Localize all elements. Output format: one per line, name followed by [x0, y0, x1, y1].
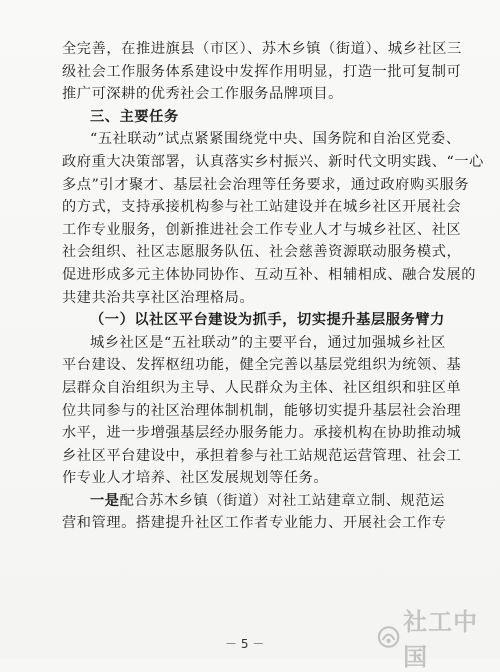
text-line: 层群众自治组织为主导、人民群众为主体、社区组织和驻区单 [62, 379, 462, 396]
watermark-logo-icon [376, 625, 401, 649]
lead-text: 配合苏木乡镇（街道）对社工站建章立制、规范运 [119, 492, 445, 509]
subsection-heading: （一）以社区平台建设为抓手，切实提升基层服务臂力 [90, 312, 445, 329]
text-line: 共建共治共享社区治理格局。 [62, 289, 255, 306]
text-line: 位共同参与的社区治理体制机制，能够切实提升基层社会治理 [62, 402, 462, 419]
watermark-text: 社工中国 [403, 608, 479, 671]
text-line: 平台建设、发挥枢纽功能，健全完善以基层党组织为统领、基 [62, 357, 462, 374]
page-number: － 5 － [225, 637, 265, 651]
text-line: 乡社区平台建设中，承担着参与社工站规范运营管理、社会工 [62, 447, 462, 464]
lead-phrase: 一是 [90, 492, 120, 509]
watermark [376, 602, 500, 672]
section-heading: 三、主要任务 [90, 108, 179, 125]
text-line: 城乡社区是“五社联动”的主要平台，通过加强城乡社区 [90, 334, 446, 351]
text-line: 工作专业服务，创新推进社会工作专业人才与城乡社区、社区 [62, 221, 462, 238]
text-line: 作专业人才培养、社区发展规划等任务。 [62, 470, 329, 487]
text-line: 多点”引才聚才、基层社会治理等任务要求，通过政府购买服务 [62, 176, 470, 193]
text-line: 政府重大决策部署，认真落实乡村振兴、新时代文明实践、“一心 [62, 153, 484, 170]
document-body [62, 38, 484, 535]
text-line: 的方式，支持承接机构参与社工站建设并在城乡社区开展社会 [62, 199, 462, 216]
text-line: 营和管理。搭建提升社区工作者专业能力、开展社会工作专 [62, 515, 447, 532]
text-line: 全完善，在推进旗县（市区）、苏木乡镇（街道）、城乡社区三 [62, 41, 462, 57]
text-line: 社会组织、社区志愿服务队伍、社会慈善资源联动服务模式， [62, 244, 462, 261]
text-line: 推广可深耕的优秀社会工作服务品牌项目。 [62, 86, 343, 103]
text-line [62, 490, 457, 513]
text-line: “五社联动”试点紧紧围绕党中央、国务院和自治区党委、 [90, 131, 461, 148]
text-line: 促进形成多元主体协同协作、互动互补、相辅相成、融合发展的 [62, 266, 477, 283]
text-line: 级社会工作服务体系建设中发挥作用明显，打造一批可复制可 [62, 63, 462, 80]
text-line: 水平，进一步增强基层经办服务能力。承接机构在协助推动城 [62, 425, 462, 442]
